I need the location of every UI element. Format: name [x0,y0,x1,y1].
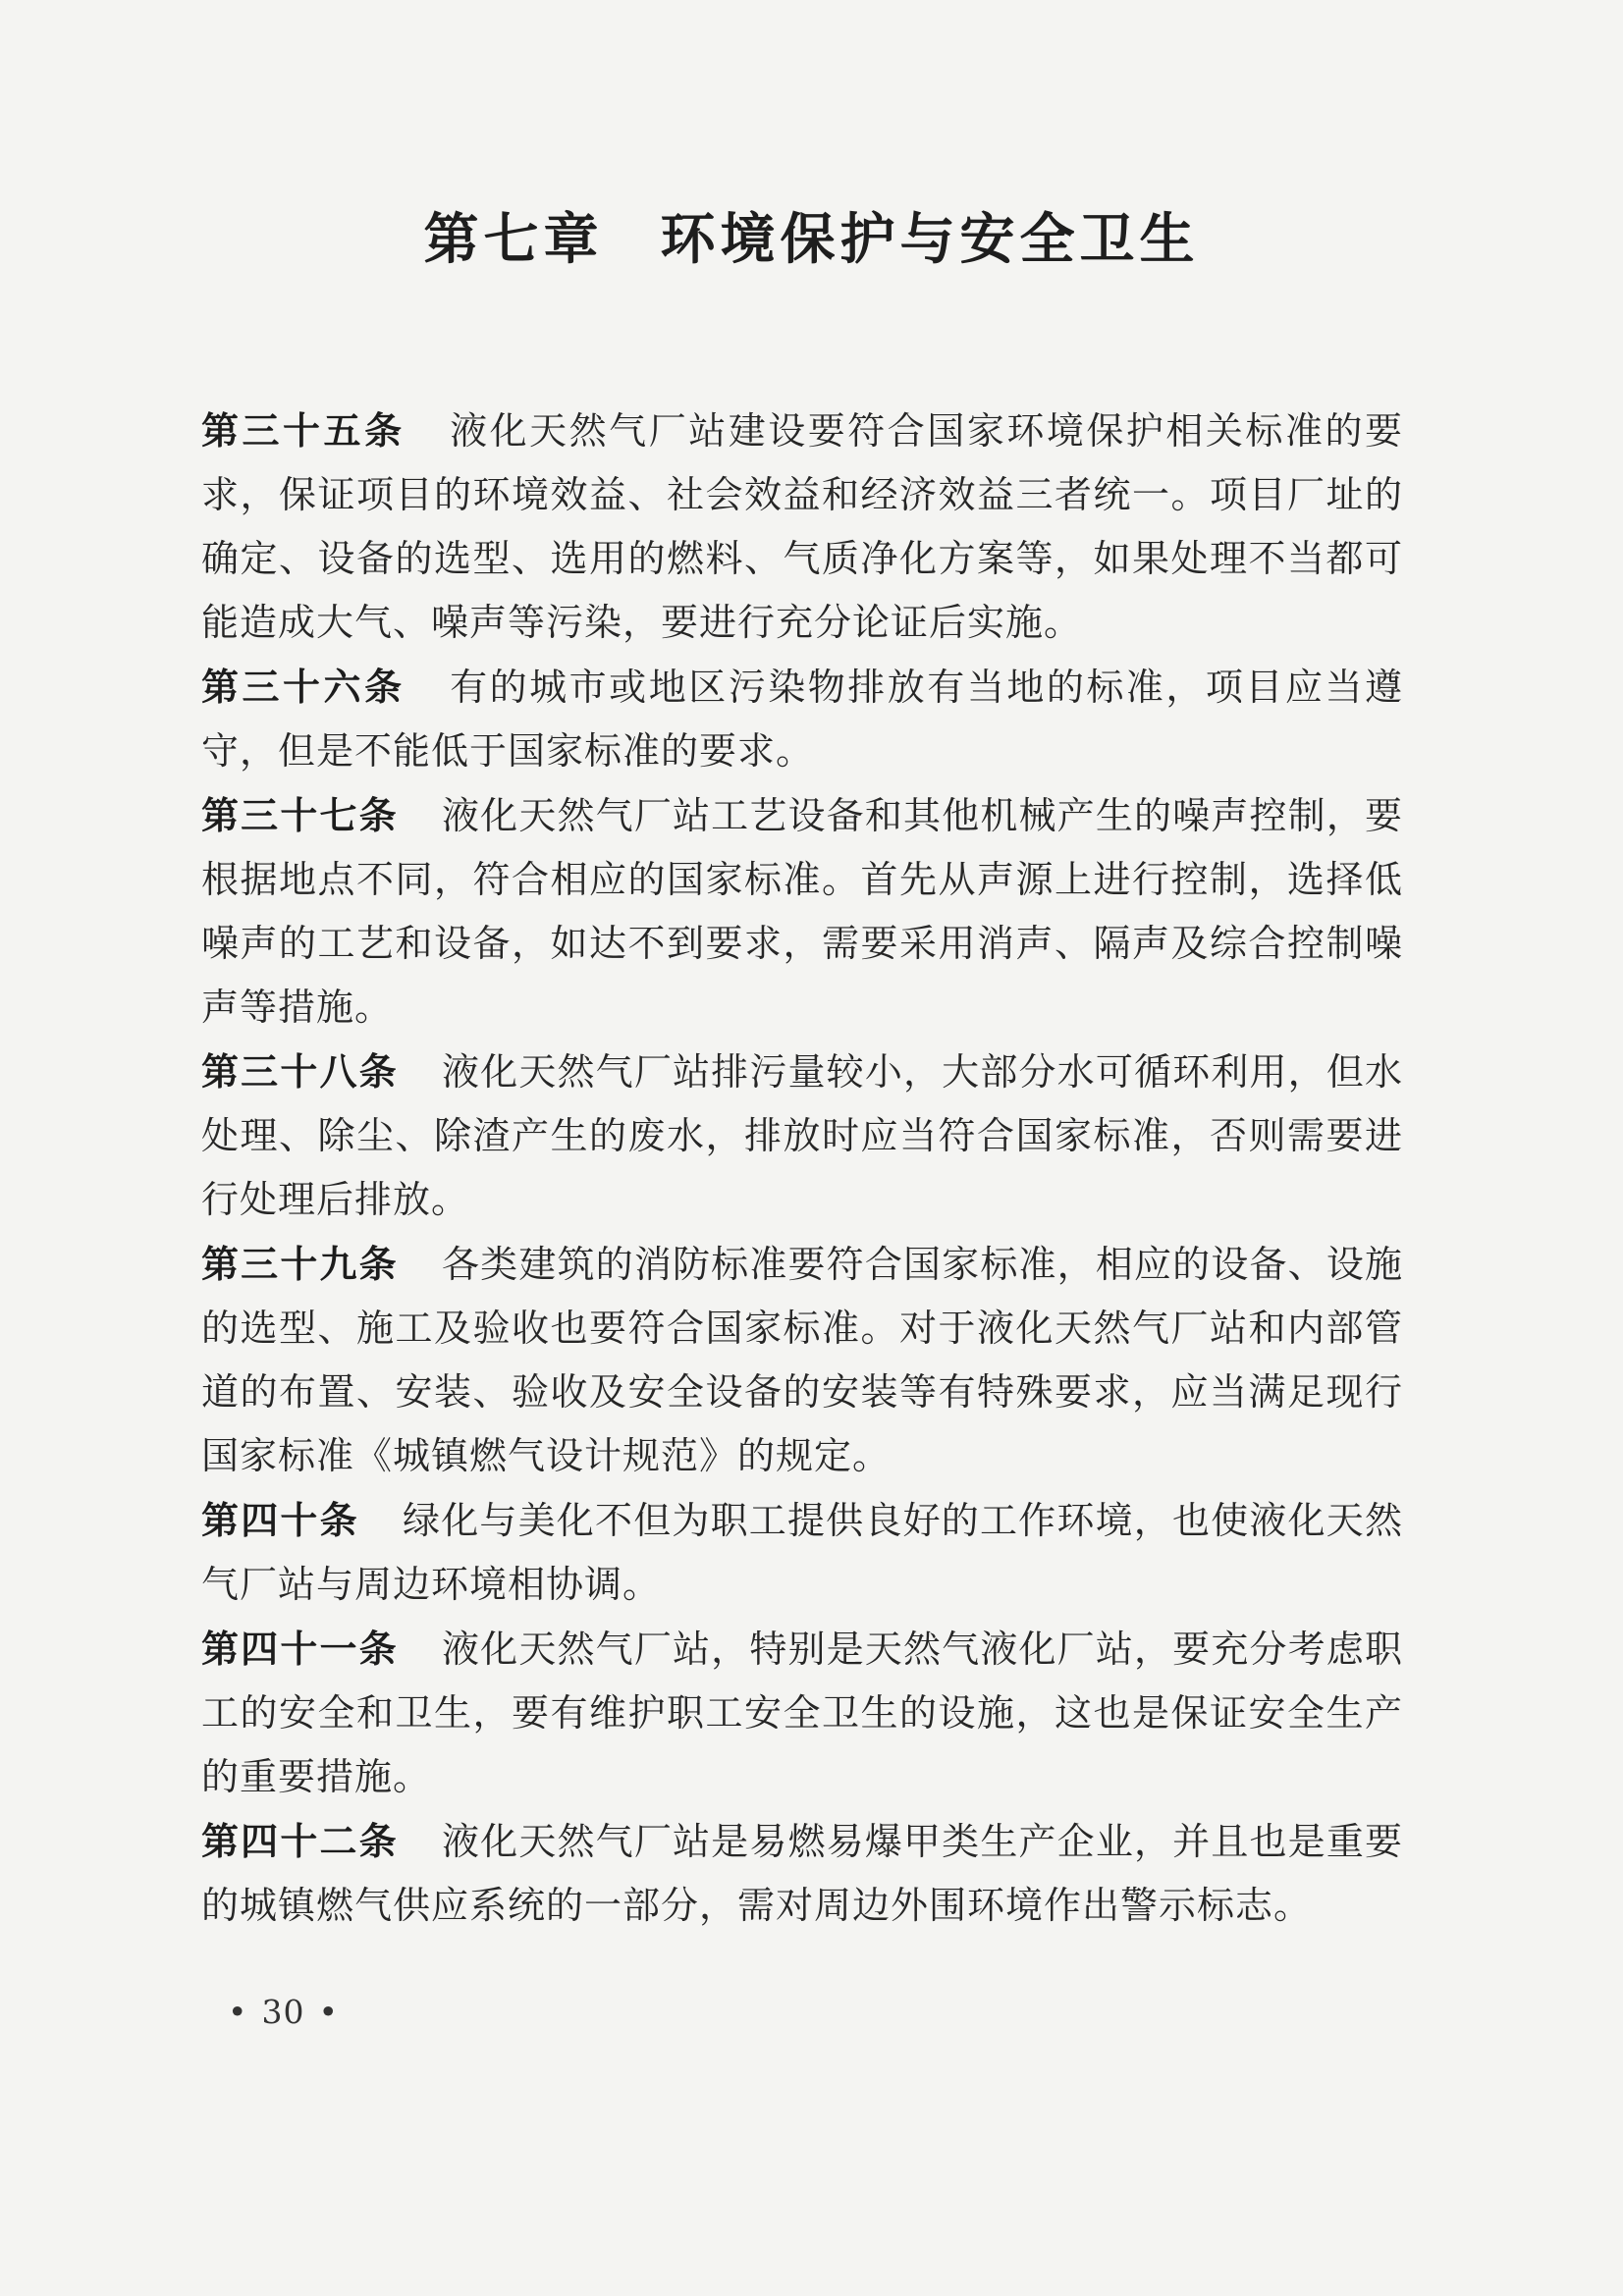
article-number: 第三十九条 [201,1243,399,1286]
page-number [214,1993,352,2031]
chapter-heading [0,201,1623,280]
article-42 [201,1810,1403,1938]
article-39 [201,1233,1403,1488]
page-number-dot-left: • [228,1993,248,2031]
article-text: 各类建筑的消防标准要符合国家标准，相应的设备、设施的选型、施工及验收也要符合国家标准。对于液化天然气厂站和内部管道的布置、安装、验收及安全设备的安装等有特殊要求，应当满足现行国家标准《城镇燃气设计规范》的规定。 [201,1243,1403,1477]
article-text: 液化天然气厂站，特别是天然气液化厂站，要充分考虑职工的安全和卫生，要有维护职工安全卫生的设施，这也是保证安全生产的重要措施。 [201,1628,1403,1798]
article-number: 第四十一条 [201,1628,399,1671]
article-text: 有的城市或地区污染物排放有当地的标准，项目应当遵守，但是不能低于国家标准的要求。 [201,666,1403,773]
page-number-dot-right: • [318,1993,339,2031]
article-37 [201,784,1403,1040]
article-36 [201,656,1403,783]
article-38 [201,1041,1403,1232]
article-text: 液化天然气厂站工艺设备和其他机械产生的噪声控制，要根据地点不同，符合相应的国家标准。首先从声源上进行控制，选择低噪声的工艺和设备，如达不到要求，需要采用消声、隔声及综合控制噪声等措施。 [201,794,1403,1029]
article-41 [201,1618,1403,1809]
article-text: 液化天然气厂站排污量较小，大部分水可循环利用，但水处理、除尘、除渣产生的废水，排放时应当符合国家标准，否则需要进行处理后排放。 [201,1050,1403,1221]
article-40 [201,1489,1403,1617]
article-text: 液化天然气厂站是易燃易爆甲类生产企业，并且也是重要的城镇燃气供应系统的一部分，需对周边外围环境作出警示标志。 [201,1820,1403,1927]
page-number-value: 30 [261,1993,305,2031]
article-number: 第四十条 [201,1499,359,1542]
article-number: 第三十六条 [201,666,406,709]
article-number: 第三十七条 [201,794,399,837]
article-number: 第四十二条 [201,1820,399,1863]
article-number: 第三十八条 [201,1050,399,1094]
article-text: 绿化与美化不但为职工提供良好的工作环境，也使液化天然气厂站与周边环境相协调。 [201,1499,1403,1606]
article-text: 液化天然气厂站建设要符合国家环境保护相关标准的要求，保证项目的环境效益、社会效益和经济效益三者统一。项目厂址的确定、设备的选型、选用的燃料、气质净化方案等，如果处理不当都可能造成大气、噪声等污染，要进行充分论证后实施。 [201,409,1403,644]
chapter-title-text: 环境保护与安全卫生 [660,208,1200,272]
article-number: 第三十五条 [201,409,406,453]
article-35 [201,400,1403,655]
article-list [201,400,1403,1939]
chapter-label: 第七章 [423,208,604,272]
